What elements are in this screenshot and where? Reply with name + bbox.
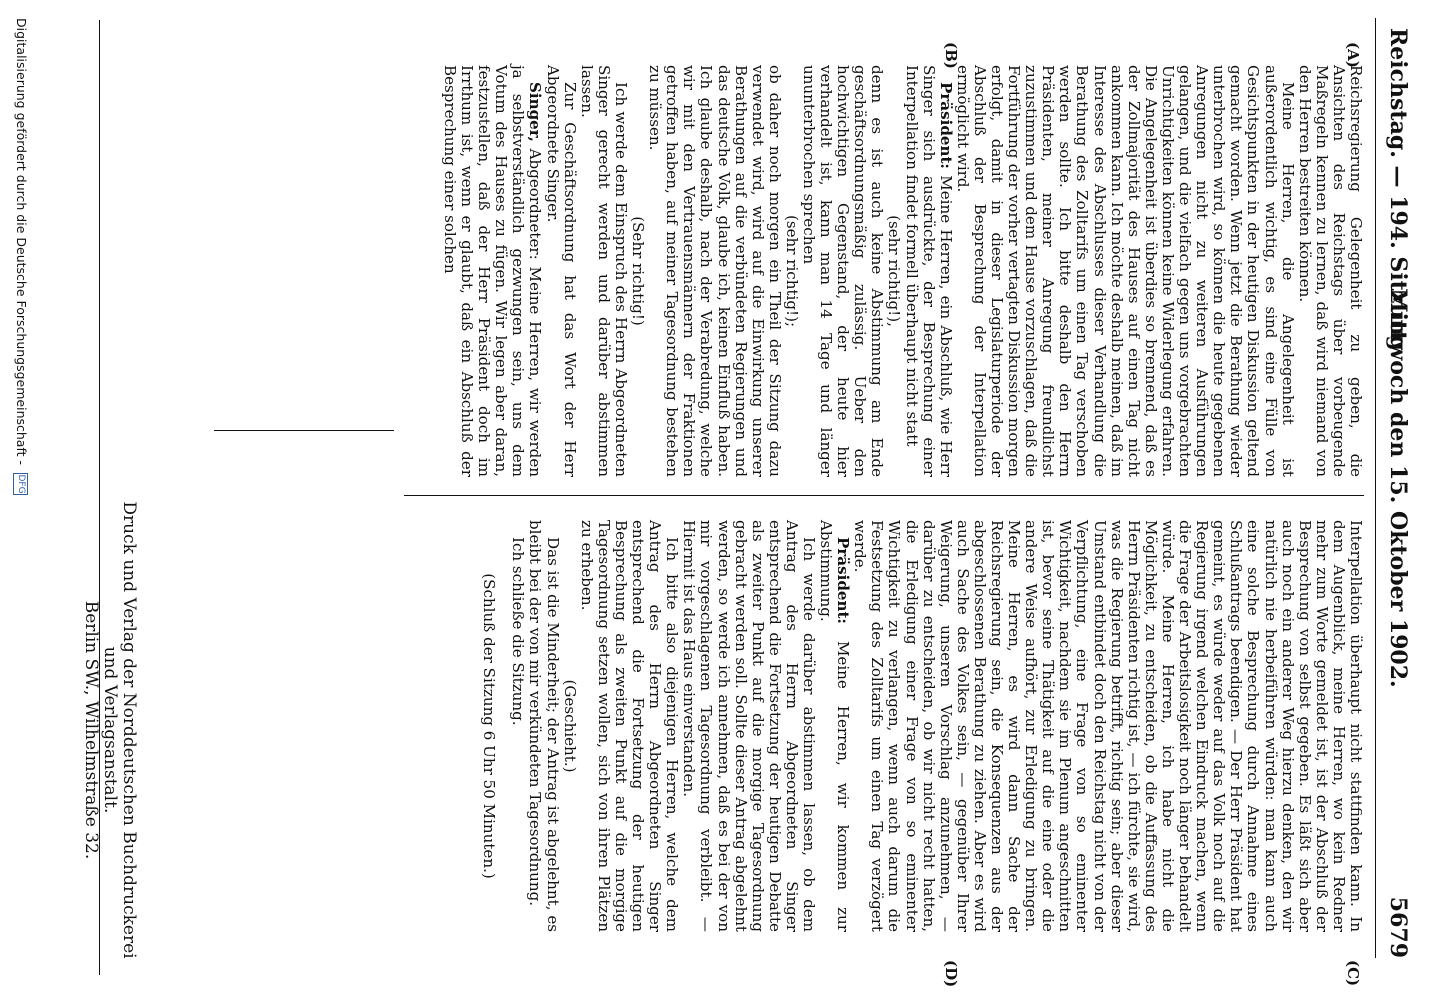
interjection: (sehr richtig!); xyxy=(782,214,801,328)
margin-mark-c: (C) xyxy=(1344,960,1362,987)
paragraph: Präsident: Meine Herren, wir kommen zur Abstimmung. xyxy=(817,520,853,932)
page-header xyxy=(1375,18,1416,958)
paragraph: Reichsregierung Gelegenheit zu geben, die Ansichten des Reichstags über vorbeugende Maßregeln kennen zu lernen, daß wird niemand von den Herren bestreiten können. xyxy=(1295,65,1365,477)
paragraph: Präsident: Meine Herren, ein Abschluß, wie Herr Singer sich ausdrückte, der Besprechung einer Interpellation findet formell überhaupt nicht statt xyxy=(902,65,955,477)
interjection: (sehr richtig!), xyxy=(885,215,904,327)
paragraph: Interpellation überhaupt nicht stattfinden kann. In dem Augenblick, meine Herren, wo kein Redner mehr zum Worte gemeldet ist, ist der Abschluß der Besprechung von selbst gegeben. Es läßt sich aber auch noch ein anderer Weg hierzu denken, den wir natürlich nie herbeiführen würden: man kann auch eine solche Besprechung durch Annahme eines Schlußantrags beendigen. — Der Herr Präsident hat gemeint, es würde weder auf das Volk noch auf die Regierung irgend welchen Eindruck machen, wenn die Frage der Arbeitslosigkeit noch länger behandelt würde. Meine Herren, ich habe nicht die Möglichkeit, zu entscheiden, ob die Auffassung des Herrn Präsidenten richtig ist, — ich fürchte, sie wird, was die Regierung betrifft, richtig sein; aber dieser Umstand entbindet doch den Reichstag nicht von der Verpflichtung, eine Frage von so eminenter Wichtigkeit, nachdem sie im Plenum angeschnitten ist, bevor seine Thätigkeit auf die eine oder die andere Weise aufhört, zur Erledigung zu bringen. Meine Herren, es wird dann Sache der Reichsregierung sein, die Konsequenzen aus der abgeschlossenen Berathung zu ziehen. Aber es wird auch Sache des Volkes sein, — gegenüber Ihrer Weigerung, unseren Vorschlag anzunehmen, — darüber zu entscheiden, ob wir nicht recht hatten, die Erledigung einer Frage von so eminenter Wichtigkeit zu verlangen, wenn auch darum die Festsetzung des Zolltarifs um einen Tag verzögert werde. xyxy=(851,520,1365,932)
paragraph: Ich bitte also diejenigen Herren, welche dem Antrag des Herrn Abgeordneten Singer entsprechend die Fortsetzung der heutigen Besprechung als zweiten Punkt auf die morgige Tagesordnung setzen wollen, sich von ihren Plätzen zu erheben. xyxy=(577,520,682,932)
paragraph: denn es ist auch keine Abstimmung am Ende geschäftsordnungsmäßig zulässig. Ueber den hochwichtigen Gegenstand, der heute hier verhandelt ist, kann man 14 Tage und länger ununterbrochen sprechen xyxy=(800,65,887,477)
right-column xyxy=(480,520,1364,932)
speaker-name: Singer, xyxy=(526,82,545,142)
paragraph: Zur Geschäftsordnung hat das Wort der Herr Abgeordnete Singer. xyxy=(543,65,579,477)
paragraph: Ich werde dem Einspruch des Herrn Abgeordneten Singer gerecht werden und darüber abstimmen lassen. xyxy=(577,65,630,477)
column-divider xyxy=(404,495,1364,496)
page-number: 5679 xyxy=(1385,896,1411,958)
bottom-rule xyxy=(99,20,100,975)
paragraph: Meine Herren, die Angelegenheit ist außerordentlich wichtig, es sind eine Fülle von Gesichtspunkten in der heutigen Diskussion geltend gemacht worden. Wenn jetzt die Berathung wieder unterbrochen wird, so können die heute gegebenen Anregungen nicht zu weiteren Ausführungen gelangen, und die vielfach gegen uns vorgebrachten Unrichtigkeiten können keine Widerlegung erfahren. Die Angelegenheit ist überdies so brennend, daß es der Zollmajorität des Hauses auf einen Tag nicht ankommen kann. Ich möchte deshalb meinen, daß im Interesse des Abschlusses dieser Verhandlung die Berathung des Zolltarifs um einen Tag verschoben werden sollte. Ich bitte deshalb den Herrn Präsidenten, meiner Anregung freundlichst zuzustimmen und dem Hause vorzuschlagen, daß die Fortführung der vorher vertagten Diskussion morgen erfolgt, damit in dieser Legislaturperiode der Abschluß der Besprechung der Interpellation ermöglicht wird. xyxy=(953,65,1297,477)
speaker-name: Präsident: xyxy=(834,537,853,624)
paragraph: Singer, Abgeordneter: Meine Herren, wir werden ja selbstverständlich gezwungen sein, uns dem Votum des Hauses zu fügen. Wir legen aber daran, festzustellen, daß der Herr Präsident doch im Irrthum ist, wenn er glaubt, daß ein Abschluß der Besprechung einer solchen xyxy=(441,65,545,477)
imprint-publisher: Druck und Verlag der Norddeutschen Buchdruckerei und Verlagsanstalt. xyxy=(100,501,139,959)
margin-mark-b: (B) xyxy=(942,42,960,69)
imprint-address: Berlin SW., Wilhelmstraße 32. xyxy=(81,600,101,860)
interjection: (Geschieht.) xyxy=(560,679,579,773)
header-left: Reichstag. — 194. Sitzung. xyxy=(1385,28,1411,359)
paragraph: Ich werde darüber abstimmen lassen, ob dem Antrag des Herrn Abgeordneten Singer entsprechend die Fortsetzung der heutigen Debatte als zweiter Punkt auf die morgige Tagesordnung gebracht werden soll. Sollte dieser Antrag abgelehnt werden, so werde ich annehmen, daß es bei der von mir vorgeschlagenen Tagesordnung verbleibt. — Hiermit ist das Haus einverstanden. xyxy=(680,520,818,932)
interjection: (Sehr richtig!) xyxy=(629,216,648,326)
left-column xyxy=(441,65,1364,477)
header-date: Mittwoch den 15. Oktober 1902. xyxy=(1385,288,1411,688)
imprint xyxy=(81,500,138,960)
margin-mark-a: (A) xyxy=(1344,42,1362,68)
speaker-name: Präsident: xyxy=(936,82,955,169)
paragraph: ob daher noch morgen ein Theil der Sitzung dazu verwendet wird, wird auf die Einwirkung unserer Berathungen auf die verbündeten Regierungen und das deutsche Volk, glaube ich, keinen Einfluß haben. Ich glaube deshalb, nach der Verabredung, welche wir mit den Vertrauensmännern der Fraktionen getroffen haben, auf meiner Tagesordnung bestehen zu müssen. xyxy=(646,65,784,477)
dfg-logo-icon: DFG xyxy=(13,473,28,495)
paragraph: Ich schließe die Sitzung. xyxy=(509,537,528,726)
section-rule xyxy=(214,430,394,431)
digitization-footer xyxy=(13,18,29,978)
margin-mark-d: (D) xyxy=(942,960,960,988)
paragraph: Das ist die Minderheit; der Antrag ist abgelehnt, es bleibt bei der von mir verkündeten Tagesordnung. xyxy=(526,520,562,932)
footer-text: Digitalisierung gefördert durch die Deutsche Forschungsgemeinschaft - xyxy=(14,18,29,466)
closing-note: (Schluß der Sitzung 6 Uhr 50 Minuten.) xyxy=(480,573,499,879)
